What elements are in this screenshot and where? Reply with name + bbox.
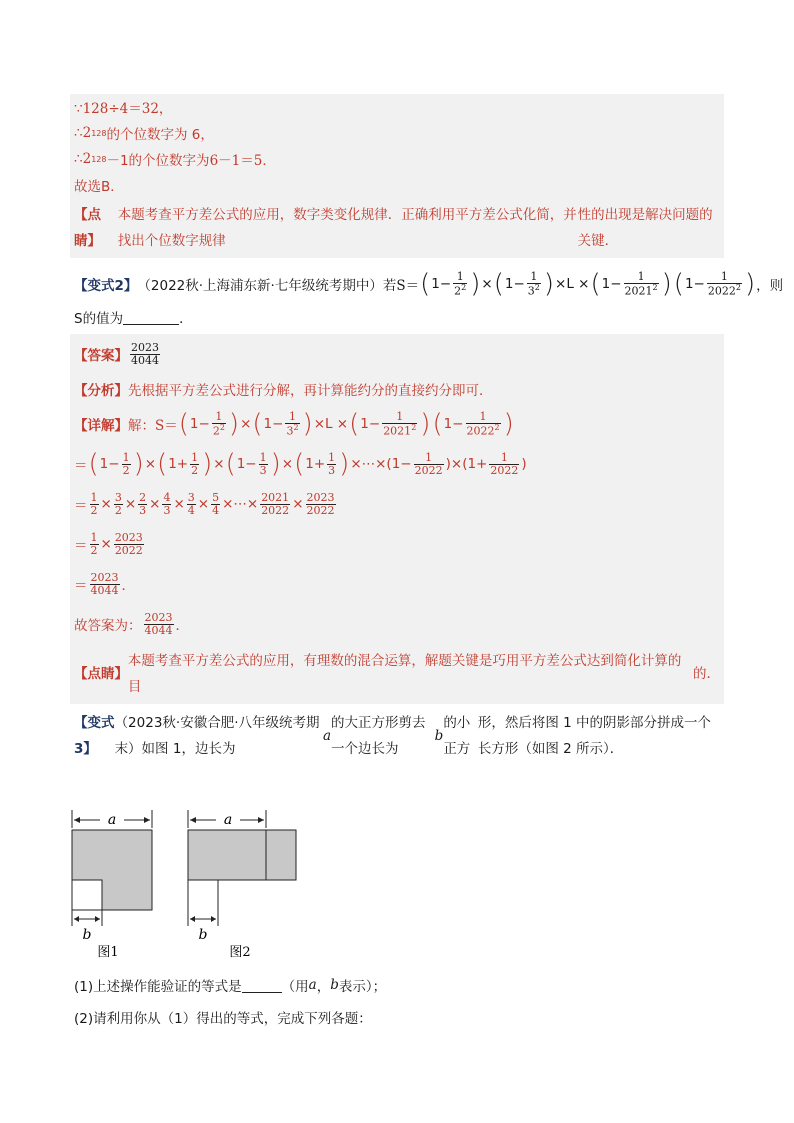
dianjing-2: 【点睛】 本题考查平方差公式的应用，有理数的混合运算，解题关键是巧用平方差公式达到简化计算的目 的． [74, 653, 720, 695]
analysis-line: 【分析】 先根据平方差公式进行分解，再计算能约分的直接约分即可． [74, 383, 493, 399]
detail-line-4: ＝ 1 2 × 2023 2022 [74, 530, 143, 557]
detail-line-5: ＝ 2023 4044 ． [74, 570, 135, 597]
because-statement: ∵128÷4＝32， [74, 101, 173, 117]
variant2-blank-line: S的值为 ． [74, 311, 193, 327]
detail-line-1: 【详解】 解： S＝ ( 1− 1 $2^2$ ) × ( 1− 1 $3^2$ ) ×L × ( 1− 1 2021$^2$ ) ( 1− 1 2022$^2$ ) [74, 409, 514, 439]
fig1-label-a: a [107, 812, 117, 828]
fig2-caption: 图2 [229, 945, 251, 960]
question-1: (1)上述操作能验证的等式是 （用 a ， b 表示）； [74, 977, 387, 995]
variant2-question: 【变式2】 （2022秋·上海浦东新·七年级统考期中）若 S＝ ( 1− 1 $2^2$ ) × ( 1− 1 $3^2$ ) ×L × ( 1− 1 2021$^2$ ) ( 1− 1 2022$^2$ ) ，则 [74, 269, 784, 299]
dianjing-1: 【点睛】 本题考查平方差公式的应用，数字类变化规律．正确利用平方差公式化简，并找出个位数字规律 性的出现是解决问题的关键． [74, 207, 713, 249]
solution-line-2: ∴2 128 的个位数字为 6， [74, 125, 214, 143]
solution-line-4: 故选B． [74, 179, 124, 195]
detail-line-3: ＝ 1 2 × 3 2 × 2 3 × 4 3 × 3 4 × 5 4 ×⋯× 2021 2022 × 2023 2022 [74, 490, 335, 517]
answer-line: 【答案】 2023 4044 [74, 340, 159, 367]
answer-blank[interactable] [123, 310, 179, 325]
document-page [70, 94, 784, 766]
figures [70, 806, 330, 966]
variant3-question: 【变式3】 （2023秋·安徽合肥·八年级统考期末）如图 1，边长为 a 的大正方形剪去一个边长为 b 的小正方 形，然后将图 1 中的阴影部分拼成一个长方形（如图 2 所示）． [74, 715, 712, 757]
fig1-caption: 图1 [97, 945, 119, 960]
solution-line-1 [70, 94, 724, 120]
figure-1 [72, 810, 152, 960]
detail-line-2: ＝ ( 1− 1 2 ) × ( 1+ 1 2 ) × ( 1− 1 3 ) × ( 1+ 1 3 ) ×⋯×(1− 1 2022 )×(1+ 1 2022 ) [74, 449, 527, 479]
solution-block [70, 94, 724, 258]
fig1-label-b: b [82, 927, 92, 943]
solution-line-3: ∴2 128 －1的个位数字为 6－1＝5． [74, 151, 276, 169]
fig2-label-b: b [198, 927, 208, 943]
figure-2 [188, 810, 296, 960]
variant2-solution [70, 334, 724, 704]
question-2: (2)请利用你从（1）得出的等式，完成下列各题： [74, 1011, 372, 1027]
q1-answer-blank[interactable] [242, 978, 282, 993]
fig2-label-a: a [223, 812, 233, 828]
conclusion-line: 故答案为： 2023 4044 ． [74, 610, 189, 637]
